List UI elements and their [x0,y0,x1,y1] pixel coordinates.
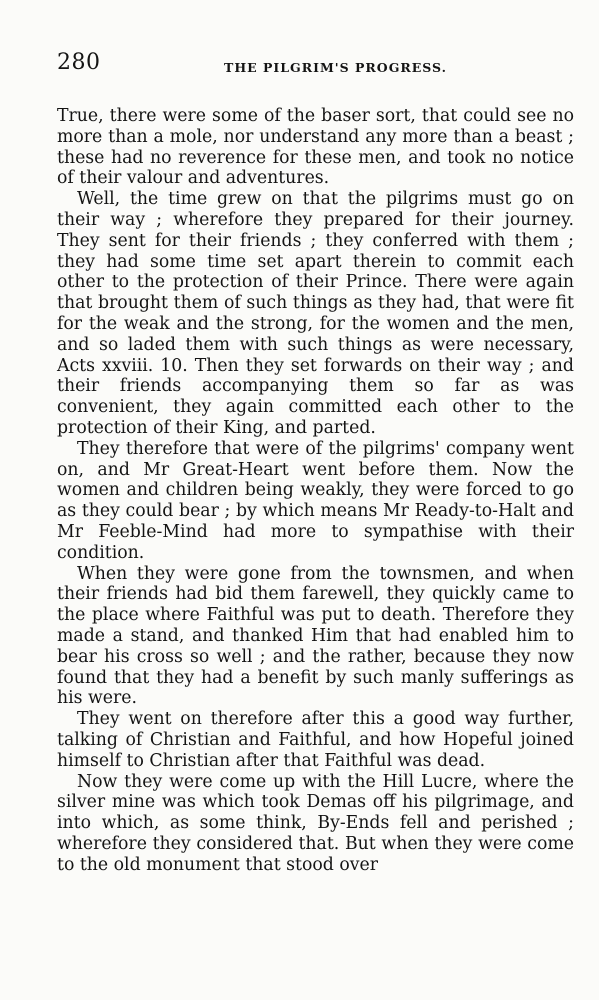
paragraph-3: They therefore that were of the pilgrims' company went on, and Mr Great-Heart went before them. Now the women and children being weakly, they were forced to go as they could bear ; by which means Mr Ready-to-Halt and Mr Feeble-Mind had more to sympathise with their condition. [57,438,574,563]
book-page [57,50,574,875]
paragraph-4: When they were gone from the townsmen, and when their friends had bid them farewell, they quickly came to the place where Faithful was put to death. Therefore they made a stand, and thanked Him that had enabled him to bear his cross so well ; and the rather, because they now found that they had a benefit by such manly sufferings as his were. [57,563,574,709]
paragraph-1: True, there were some of the baser sort, that could see no more than a mole, nor understand any more than a beast ; these had no reverence for these men, and took no notice of their valour and adventures. [57,106,574,189]
paragraph-5: They went on therefore after this a good way further, talking of Christian and Faithful, and how Hopeful joined himself to Christian after that Faithful was dead. [57,709,574,771]
body-text [57,106,574,875]
paragraph-2: Well, the time grew on that the pilgrims must go on their way ; wherefore they prepared for their journey. They sent for their friends ; they conferred with them ; they had some time set apart therein to commit each other to the protection of their Prince. There were again that brought them of such things as they had, that were fit for the weak and the strong, for the women and the men, and so laded them with such things as were necessary, Acts xxviii. 10. Then they set forwards on their way ; and their friends accompanying them so far as was convenient, they again committed each other to the protection of their King, and parted. [57,189,574,438]
running-head [57,50,574,86]
page-number: 280 [57,50,101,75]
paragraph-6: Now they were come up with the Hill Lucre, where the silver mine was which took Demas off his pilgrimage, and into which, as some think, By-Ends fell and perished ; wherefore they considered that. But when they were come to the old monument that stood over [57,771,574,875]
running-title: THE PILGRIM'S PROGRESS. [224,60,447,75]
